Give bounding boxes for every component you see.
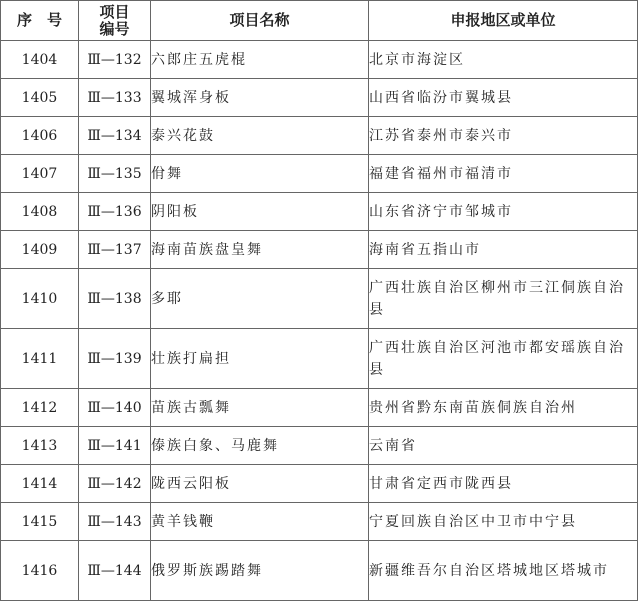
cell-project-name: 佾舞 <box>151 155 369 193</box>
table-row <box>1 465 638 503</box>
cell-seq: 1412 <box>1 389 79 427</box>
cell-area: 新疆维吾尔自治区塔城地区塔城市 <box>369 541 638 601</box>
table-row <box>1 155 638 193</box>
cell-area: 山东省济宁市邹城市 <box>369 193 638 231</box>
cell-project-name: 六郎庄五虎棍 <box>151 41 369 79</box>
cell-area: 北京市海淀区 <box>369 41 638 79</box>
cell-project-name: 陇西云阳板 <box>151 465 369 503</box>
cell-project-name: 壮族打扁担 <box>151 329 369 389</box>
cell-seq: 1405 <box>1 79 79 117</box>
cell-project-number: Ⅲ—133 <box>79 79 151 117</box>
table-row <box>1 41 638 79</box>
cell-project-number: Ⅲ—139 <box>79 329 151 389</box>
table-row <box>1 231 638 269</box>
cell-project-number: Ⅲ—134 <box>79 117 151 155</box>
cell-project-name: 阴阳板 <box>151 193 369 231</box>
table-row <box>1 541 638 601</box>
header-project-number <box>79 1 151 41</box>
cell-seq: 1407 <box>1 155 79 193</box>
cell-seq: 1414 <box>1 465 79 503</box>
cell-area: 广西壮族自治区河池市都安瑶族自治县 <box>369 329 638 389</box>
cell-seq: 1413 <box>1 427 79 465</box>
cell-area: 贵州省黔东南苗族侗族自治州 <box>369 389 638 427</box>
table-row <box>1 269 638 329</box>
cell-project-number: Ⅲ—141 <box>79 427 151 465</box>
table-row <box>1 79 638 117</box>
cell-project-number: Ⅲ—132 <box>79 41 151 79</box>
cell-area: 江苏省泰州市泰兴市 <box>369 117 638 155</box>
cell-area: 云南省 <box>369 427 638 465</box>
table-row <box>1 117 638 155</box>
table-row <box>1 427 638 465</box>
cell-area: 福建省福州市福清市 <box>369 155 638 193</box>
cell-project-number: Ⅲ—140 <box>79 389 151 427</box>
table-row <box>1 503 638 541</box>
cell-seq: 1404 <box>1 41 79 79</box>
cell-area: 山西省临汾市翼城县 <box>369 79 638 117</box>
cell-seq: 1408 <box>1 193 79 231</box>
cell-project-number: Ⅲ—138 <box>79 269 151 329</box>
header-area: 申报地区或单位 <box>369 1 638 41</box>
cell-project-name: 泰兴花鼓 <box>151 117 369 155</box>
table-header-row <box>1 1 638 41</box>
cell-seq: 1409 <box>1 231 79 269</box>
cell-project-name: 苗族古瓢舞 <box>151 389 369 427</box>
header-project-number-line1: 项目 <box>99 2 130 21</box>
header-project-number-line2: 编号 <box>99 19 130 38</box>
cell-project-name: 翼城浑身板 <box>151 79 369 117</box>
cell-seq: 1415 <box>1 503 79 541</box>
table-row <box>1 193 638 231</box>
cell-area: 海南省五指山市 <box>369 231 638 269</box>
cell-area: 宁夏回族自治区中卫市中宁县 <box>369 503 638 541</box>
cell-project-name: 多耶 <box>151 269 369 329</box>
cell-project-number: Ⅲ—135 <box>79 155 151 193</box>
cell-area: 广西壮族自治区柳州市三江侗族自治县 <box>369 269 638 329</box>
cell-project-number: Ⅲ—144 <box>79 541 151 601</box>
table-row <box>1 329 638 389</box>
cell-project-name: 俄罗斯族踢踏舞 <box>151 541 369 601</box>
table-row <box>1 389 638 427</box>
cell-project-number: Ⅲ—136 <box>79 193 151 231</box>
cell-seq: 1406 <box>1 117 79 155</box>
cell-project-number: Ⅲ—142 <box>79 465 151 503</box>
cell-seq: 1410 <box>1 269 79 329</box>
cell-project-number: Ⅲ—143 <box>79 503 151 541</box>
cell-project-name: 黄羊钱鞭 <box>151 503 369 541</box>
header-project-name: 项目名称 <box>151 1 369 41</box>
cell-project-number: Ⅲ—137 <box>79 231 151 269</box>
cell-project-name: 海南苗族盘皇舞 <box>151 231 369 269</box>
cell-project-name: 傣族白象、马鹿舞 <box>151 427 369 465</box>
cell-area: 甘肃省定西市陇西县 <box>369 465 638 503</box>
cell-seq: 1416 <box>1 541 79 601</box>
header-seq: 序 号 <box>1 1 79 41</box>
cell-seq: 1411 <box>1 329 79 389</box>
